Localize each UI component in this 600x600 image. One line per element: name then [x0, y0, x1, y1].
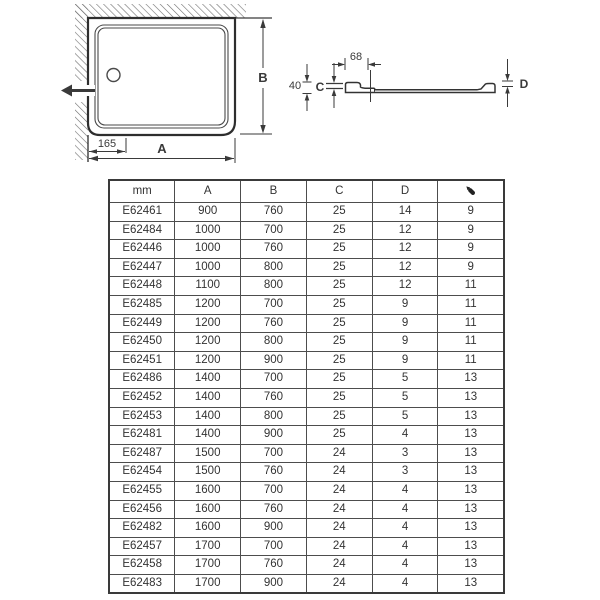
table-row: [109, 203, 504, 222]
table-cell: 1400: [175, 426, 241, 445]
spec-table: [108, 179, 505, 594]
table-cell: 1700: [175, 537, 241, 556]
table-cell: 9: [372, 295, 438, 314]
column-header-weight: [438, 180, 504, 203]
dim-b: [240, 19, 272, 134]
table-cell: 12: [372, 258, 438, 277]
table-cell: 760: [241, 314, 307, 333]
dim-d-label: D: [519, 77, 529, 91]
table-cell: 1500: [175, 463, 241, 482]
table-row: [109, 258, 504, 277]
spec-table-body: [109, 203, 504, 594]
column-header-mm: mm: [109, 180, 175, 203]
column-header-d: D: [372, 180, 438, 203]
table-cell: 9: [438, 203, 504, 222]
table-cell: 4: [372, 426, 438, 445]
table-cell: E62447: [109, 258, 175, 277]
shower-tray-top-view: [55, 0, 300, 175]
tray-outer-edge: [88, 18, 235, 135]
table-cell: 1400: [175, 370, 241, 389]
table-cell: 13: [438, 481, 504, 500]
table-row: [109, 481, 504, 500]
table-cell: 1200: [175, 295, 241, 314]
table-cell: 700: [241, 537, 307, 556]
dim-d: [502, 59, 529, 107]
table-cell: 9: [438, 221, 504, 240]
table-cell: E62486: [109, 370, 175, 389]
table-cell: E62450: [109, 333, 175, 352]
table-row: [109, 426, 504, 445]
table-cell: 12: [372, 277, 438, 296]
table-cell: E62451: [109, 351, 175, 370]
table-row: [109, 351, 504, 370]
table-cell: 1600: [175, 481, 241, 500]
table-cell: 13: [438, 426, 504, 445]
table-cell: 24: [306, 574, 372, 593]
table-cell: 13: [438, 388, 504, 407]
table-row: [109, 519, 504, 538]
table-cell: 1700: [175, 556, 241, 575]
table-cell: 1100: [175, 277, 241, 296]
table-cell: 25: [306, 240, 372, 259]
column-header-b: B: [241, 180, 307, 203]
dim-68-label: 68: [349, 51, 363, 63]
outlet-arrow-icon: [61, 85, 95, 97]
table-cell: 900: [241, 426, 307, 445]
table-cell: 13: [438, 370, 504, 389]
table-row: [109, 221, 504, 240]
table-cell: 900: [241, 351, 307, 370]
table-cell: E62482: [109, 519, 175, 538]
table-row: [109, 407, 504, 426]
table-cell: 25: [306, 351, 372, 370]
table-cell: E62457: [109, 537, 175, 556]
table-cell: 13: [438, 519, 504, 538]
table-cell: 9: [372, 351, 438, 370]
table-cell: E62456: [109, 500, 175, 519]
table-row: [109, 463, 504, 482]
table-cell: 25: [306, 221, 372, 240]
table-cell: 9: [372, 314, 438, 333]
table-cell: 1400: [175, 407, 241, 426]
table-cell: 11: [438, 277, 504, 296]
table-cell: 24: [306, 556, 372, 575]
table-cell: E62483: [109, 574, 175, 593]
table-cell: 1000: [175, 258, 241, 277]
table-row: [109, 444, 504, 463]
table-cell: 760: [241, 463, 307, 482]
dim-b-label: B: [258, 70, 268, 85]
table-cell: 4: [372, 574, 438, 593]
table-cell: 1600: [175, 500, 241, 519]
table-row: [109, 314, 504, 333]
table-cell: 1500: [175, 444, 241, 463]
table-cell: E62484: [109, 221, 175, 240]
dim-offset-label: 165: [97, 138, 117, 150]
table-cell: 24: [306, 537, 372, 556]
table-cell: 1200: [175, 351, 241, 370]
table-cell: 13: [438, 537, 504, 556]
table-cell: 24: [306, 463, 372, 482]
dim-offset-165: [89, 138, 126, 154]
table-cell: 11: [438, 295, 504, 314]
table-cell: 800: [241, 277, 307, 296]
table-cell: 25: [306, 370, 372, 389]
table-cell: 1400: [175, 388, 241, 407]
table-cell: E62487: [109, 444, 175, 463]
table-cell: 4: [372, 481, 438, 500]
table-cell: 1000: [175, 221, 241, 240]
table-cell: 800: [241, 258, 307, 277]
table-cell: 13: [438, 500, 504, 519]
table-cell: 700: [241, 481, 307, 500]
table-cell: 700: [241, 370, 307, 389]
table-cell: 4: [372, 556, 438, 575]
table-cell: 9: [438, 258, 504, 277]
table-cell: 11: [438, 333, 504, 352]
dim-a-label: A: [157, 141, 167, 156]
dim-40-label: 40: [288, 80, 302, 92]
table-cell: 24: [306, 481, 372, 500]
table-cell: 24: [306, 444, 372, 463]
table-cell: 25: [306, 314, 372, 333]
table-cell: 1000: [175, 240, 241, 259]
table-cell: 900: [175, 203, 241, 222]
table-cell: 760: [241, 556, 307, 575]
table-cell: E62458: [109, 556, 175, 575]
table-cell: 760: [241, 240, 307, 259]
table-cell: E62446: [109, 240, 175, 259]
table-cell: 700: [241, 295, 307, 314]
table-cell: 5: [372, 407, 438, 426]
table-cell: 700: [241, 221, 307, 240]
table-cell: 5: [372, 370, 438, 389]
table-cell: 1200: [175, 314, 241, 333]
dim-40: [289, 64, 312, 111]
table-cell: 13: [438, 574, 504, 593]
table-row: [109, 537, 504, 556]
table-row: [109, 500, 504, 519]
table-cell: 13: [438, 444, 504, 463]
dim-c: [316, 63, 343, 108]
table-cell: 9: [438, 240, 504, 259]
table-row: [109, 574, 504, 593]
table-cell: 13: [438, 556, 504, 575]
table-cell: 24: [306, 500, 372, 519]
table-cell: 25: [306, 333, 372, 352]
table-cell: 25: [306, 203, 372, 222]
table-cell: E62448: [109, 277, 175, 296]
table-cell: 25: [306, 258, 372, 277]
table-cell: 12: [372, 221, 438, 240]
column-header-a: A: [175, 180, 241, 203]
table-cell: 800: [241, 407, 307, 426]
table-row: [109, 277, 504, 296]
table-cell: 5: [372, 388, 438, 407]
table-cell: 1200: [175, 333, 241, 352]
table-cell: E62454: [109, 463, 175, 482]
table-cell: 13: [438, 463, 504, 482]
table-row: [109, 370, 504, 389]
table-cell: 800: [241, 333, 307, 352]
dim-c-label: C: [315, 80, 325, 94]
table-cell: E62485: [109, 295, 175, 314]
table-row: [109, 240, 504, 259]
table-cell: 25: [306, 426, 372, 445]
shower-tray-side-view: [280, 45, 540, 115]
table-cell: 12: [372, 240, 438, 259]
table-cell: E62461: [109, 203, 175, 222]
weight-icon: [463, 183, 478, 198]
table-cell: 760: [241, 203, 307, 222]
table-cell: 13: [438, 407, 504, 426]
table-cell: 4: [372, 519, 438, 538]
table-cell: E62449: [109, 314, 175, 333]
table-cell: 1700: [175, 574, 241, 593]
table-cell: 4: [372, 500, 438, 519]
table-cell: 25: [306, 277, 372, 296]
tray-profile-outline: [346, 83, 496, 93]
table-row: [109, 333, 504, 352]
table-cell: 24: [306, 519, 372, 538]
table-row: [109, 556, 504, 575]
table-cell: 25: [306, 388, 372, 407]
table-cell: 700: [241, 444, 307, 463]
table-cell: 760: [241, 500, 307, 519]
table-cell: 11: [438, 351, 504, 370]
table-cell: 14: [372, 203, 438, 222]
table-cell: 3: [372, 444, 438, 463]
table-cell: E62452: [109, 388, 175, 407]
column-header-c: C: [306, 180, 372, 203]
table-cell: 11: [438, 314, 504, 333]
table-cell: E62453: [109, 407, 175, 426]
table-cell: 760: [241, 388, 307, 407]
table-row: [109, 388, 504, 407]
table-cell: 1600: [175, 519, 241, 538]
table-cell: 25: [306, 295, 372, 314]
table-cell: 9: [372, 333, 438, 352]
table-row: [109, 295, 504, 314]
table-cell: E62455: [109, 481, 175, 500]
table-cell: 900: [241, 574, 307, 593]
table-cell: E62481: [109, 426, 175, 445]
table-cell: 3: [372, 463, 438, 482]
table-header-row: [109, 180, 504, 203]
dim-68: [332, 51, 381, 70]
table-cell: 25: [306, 407, 372, 426]
table-cell: 4: [372, 537, 438, 556]
table-cell: 900: [241, 519, 307, 538]
